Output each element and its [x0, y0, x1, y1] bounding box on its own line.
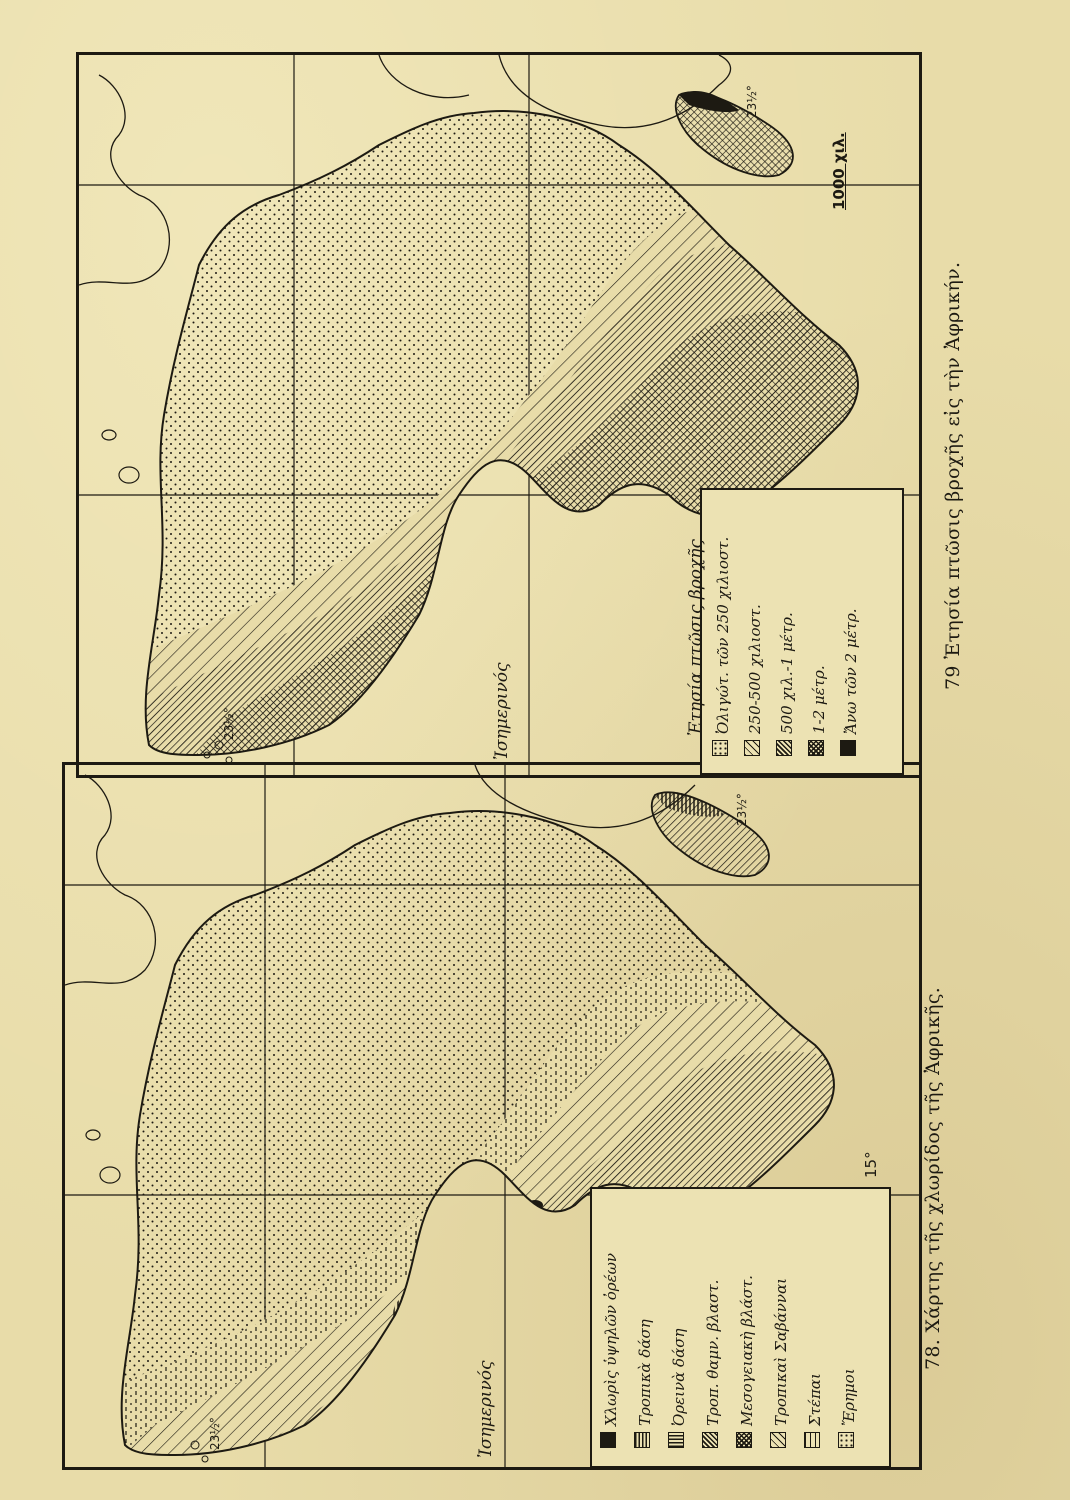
equator-label: Ἰσημερινός	[476, 1360, 496, 1458]
figure-caption: 78. Χάρτης τῆς χλωρίδος τῆς Ἀφρικῆς.	[922, 986, 944, 1370]
legend-swatch-hatch	[702, 1432, 718, 1448]
legend-swatch-cross-hatch	[736, 1432, 752, 1448]
figure-caption: 79 Ἐτησία πτῶσις βροχῆς εἰς τὴν Ἀφρικήν.	[942, 261, 964, 690]
scale-bar-label: 1000 χιλ.	[830, 132, 848, 210]
vegetation-legend-item: Τροπικὰ δάση	[636, 1319, 654, 1426]
legend-swatch-sparse-hatch	[744, 740, 760, 756]
equator-label: Ἰσημερινός	[492, 662, 512, 760]
legend-swatch-sparse-hatch	[770, 1432, 786, 1448]
island	[119, 467, 139, 483]
rainfall-legend-item: Ὀλιγώτ. τῶν 250 χιλιοστ.	[714, 536, 732, 734]
meridian-label: 15°	[862, 1151, 880, 1178]
tropic-label: 23½°	[208, 1417, 222, 1450]
europe-coast	[65, 775, 155, 985]
rainfall-legend-item: Ἄνω τῶν 2 μέτρ.	[842, 608, 860, 734]
vegetation-legend-item: Ὀρεινὰ δάση	[670, 1328, 688, 1426]
legend-swatch-solid	[840, 740, 856, 756]
rainfall-legend-item: 250-500 χιλιοστ.	[746, 604, 764, 734]
vegetation-legend-item: Τροπ. θαμν. βλαστ.	[704, 1279, 722, 1426]
legend-swatch-dots	[712, 740, 728, 756]
vegetation-legend-item: Τροπικαὶ Σαβάνναι	[772, 1278, 790, 1426]
tropic-label: 23½°	[222, 707, 236, 740]
vegetation-legend-item: Στέπαι	[806, 1373, 824, 1426]
rainfall-legend	[700, 488, 904, 775]
zone-mediterranean	[95, 911, 186, 961]
legend-swatch-horizontal-lines	[668, 1432, 684, 1448]
tropic-label: 23½°	[735, 793, 749, 826]
rainfall-legend-item: 1-2 μέτρ.	[810, 665, 828, 734]
zone-tropical-forest	[391, 1221, 576, 1435]
legend-swatch-hatch	[776, 740, 792, 756]
rainfall-legend-title: Ἐτησία πτῶσις βροχῆς	[686, 539, 706, 736]
legend-swatch-vertical-lines	[634, 1432, 650, 1448]
legend-swatch-cross-hatch	[808, 740, 824, 756]
vegetation-legend	[590, 1187, 891, 1468]
vegetation-legend-item: Χλωρὶς ὑψηλῶν ὀρέων	[602, 1252, 620, 1426]
rainfall-legend-item: 500 χιλ.-1 μέτρ.	[778, 612, 796, 734]
europe-coast	[79, 75, 169, 285]
tropic-label: 23½°	[745, 85, 759, 118]
zone-over-2m	[459, 501, 479, 529]
legend-swatch-dots	[838, 1432, 854, 1448]
island	[102, 430, 116, 440]
zone-high-mountain	[479, 1261, 491, 1269]
coast	[379, 55, 469, 98]
legend-swatch-dashes	[804, 1432, 820, 1448]
vegetation-legend-item: Μεσογειακὴ βλάστ.	[738, 1275, 756, 1426]
vegetation-legend-item: Ἔρημοι	[840, 1368, 858, 1426]
legend-swatch-solid	[600, 1432, 616, 1448]
